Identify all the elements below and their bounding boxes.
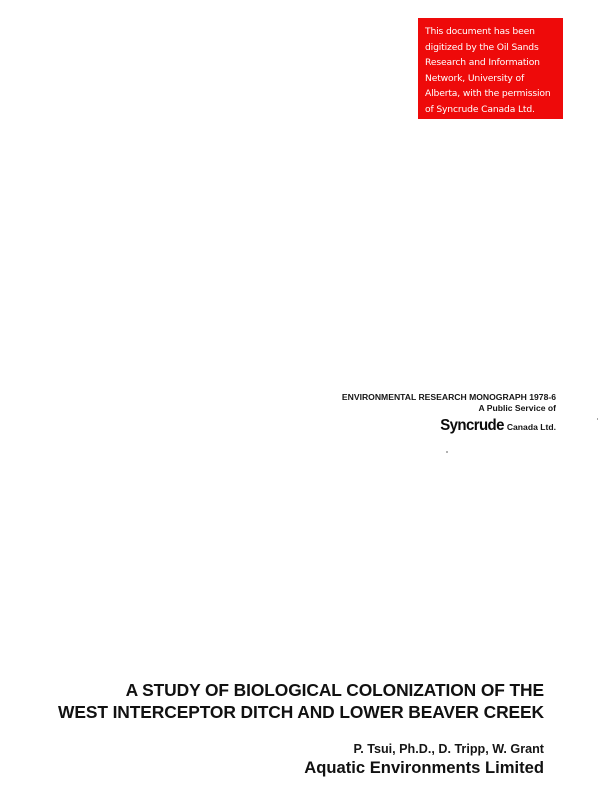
public-service-label: A Public Service of xyxy=(478,403,556,413)
notice-line: Network, University of xyxy=(425,72,525,84)
authors: P. Tsui, Ph.D., D. Tripp, W. Grant xyxy=(353,742,544,756)
monograph-label: ENVIRONMENTAL RESEARCH MONOGRAPH 1978-6 xyxy=(341,392,556,402)
document-title xyxy=(58,679,544,723)
title-line: A STUDY OF BIOLOGICAL COLONIZATION OF THE xyxy=(125,680,544,700)
publisher: Aquatic Environments Limited xyxy=(304,758,544,777)
notice-line: Alberta, with the permission xyxy=(425,88,551,100)
brand-name: Syncrude xyxy=(440,416,504,435)
scan-speck xyxy=(597,418,598,420)
notice-line: This document has been xyxy=(425,26,535,37)
series-block xyxy=(342,392,556,435)
notice-line: digitized by the Oil Sands xyxy=(425,41,539,53)
syncrude-logo xyxy=(342,417,556,435)
title-line: WEST INTERCEPTOR DITCH AND LOWER BEAVER CREEK xyxy=(58,702,544,722)
scan-speck xyxy=(446,451,448,453)
notice-line: Research and Information xyxy=(425,57,540,69)
notice-line: of Syncrude Canada Ltd. xyxy=(425,103,535,115)
digitization-notice xyxy=(418,18,563,119)
brand-suffix: Canada Ltd. xyxy=(506,422,556,432)
